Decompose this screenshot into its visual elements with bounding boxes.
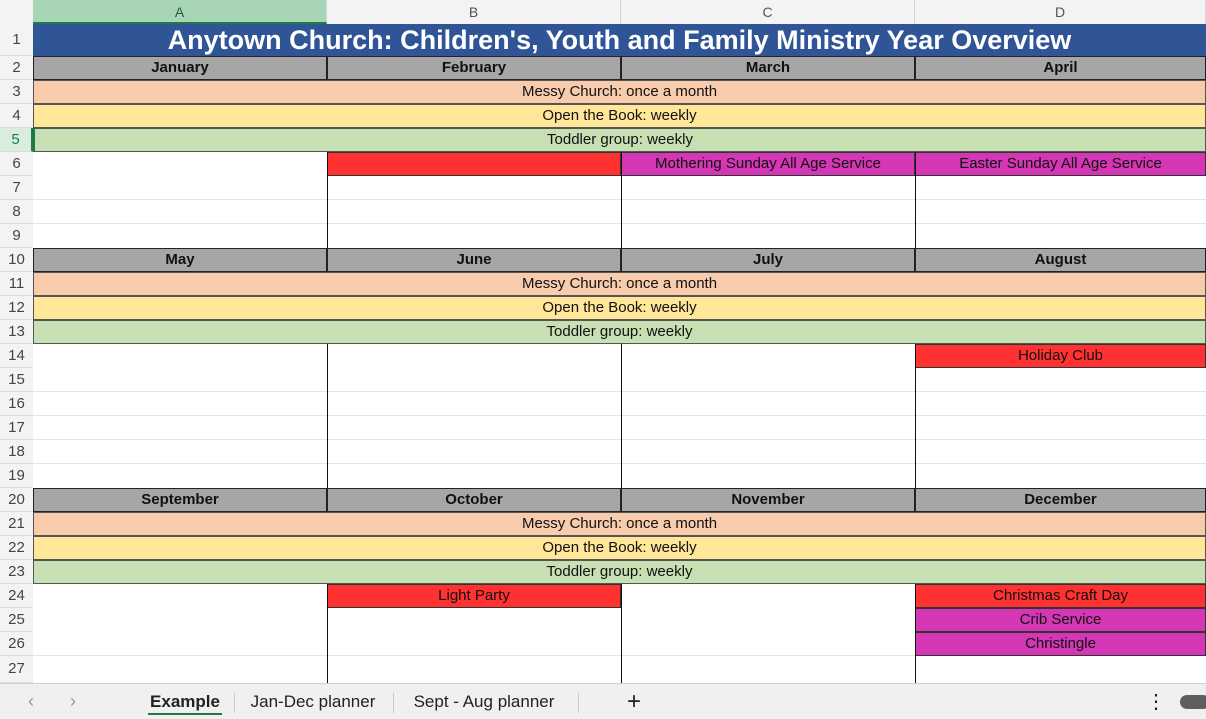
month-header[interactable]: April [915,56,1206,80]
row-header[interactable]: 22 [0,536,33,560]
row-header[interactable]: 14 [0,344,33,368]
month-header[interactable]: October [327,488,621,512]
column-divider [327,152,328,248]
row-header[interactable]: 4 [0,104,33,128]
row-header[interactable]: 19 [0,464,33,488]
month-header[interactable]: September [33,488,327,512]
column-divider [327,344,328,488]
gridline [33,223,1206,224]
spreadsheet-grid[interactable] [33,24,1206,683]
row-header[interactable]: 12 [0,296,33,320]
month-header[interactable]: December [915,488,1206,512]
sheet-tab-sept-aug-planner[interactable]: Sept - Aug planner [413,692,555,711]
messy-church-band[interactable]: Messy Church: once a month [33,512,1206,536]
month-header[interactable]: February [327,56,621,80]
row-header[interactable]: 3 [0,80,33,104]
column-divider [915,584,916,683]
messy-church-band[interactable]: Messy Church: once a month [33,272,1206,296]
row-header[interactable]: 27 [0,656,33,683]
row-header[interactable]: 20 [0,488,33,512]
month-header[interactable]: March [621,56,915,80]
row-header[interactable]: 9 [0,224,33,248]
event-mothering-sunday[interactable]: Mothering Sunday All Age Service [621,152,915,176]
row-header[interactable]: 25 [0,608,33,632]
column-header-d[interactable]: D [915,0,1206,24]
add-sheet-plus-icon[interactable]: + [626,688,641,715]
row-header[interactable]: 8 [0,200,33,224]
sheet-tab-jan-dec-planner[interactable]: Jan-Dec planner [250,692,376,711]
tab-separator [393,693,394,713]
open-the-book-band[interactable]: Open the Book: weekly [33,296,1206,320]
column-divider [327,584,328,683]
row-header[interactable]: 21 [0,512,33,536]
select-all-corner[interactable] [0,0,34,24]
row-header[interactable]: 10 [0,248,33,272]
sheet-tab-bar [0,683,1206,719]
column-divider [915,152,916,248]
row-header[interactable]: 7 [0,176,33,200]
row-header[interactable]: 18 [0,440,33,464]
tab-separator [578,693,579,713]
tab-separator [234,693,235,713]
row-header[interactable]: 11 [0,272,33,296]
column-divider [621,584,622,683]
gridline [33,415,1206,416]
column-divider [621,344,622,488]
event-holiday-club[interactable]: Holiday Club [915,344,1206,368]
column-divider [621,152,622,248]
more-options-icon[interactable]: ⋮ [1146,691,1166,713]
messy-church-band[interactable]: Messy Church: once a month [33,80,1206,104]
row-header[interactable]: 26 [0,632,33,656]
sheet-tab-example[interactable]: Example [140,688,230,716]
event-christmas-craft-day[interactable]: Christmas Craft Day [915,584,1206,608]
month-header[interactable]: November [621,488,915,512]
gridline [33,439,1206,440]
event-cell-empty-red[interactable] [327,152,621,176]
open-the-book-band[interactable]: Open the Book: weekly [33,104,1206,128]
open-the-book-band[interactable]: Open the Book: weekly [33,536,1206,560]
column-divider [915,344,916,488]
month-header[interactable]: June [327,248,621,272]
event-crib-service[interactable]: Crib Service [915,608,1206,632]
toddler-group-band-selected[interactable]: Toddler group: weekly [33,128,1206,152]
month-header[interactable]: August [915,248,1206,272]
month-header[interactable]: January [33,56,327,80]
row-header[interactable]: 13 [0,320,33,344]
row-header[interactable]: 17 [0,416,33,440]
event-christingle[interactable]: Christingle [915,632,1206,656]
column-header-c[interactable]: C [621,0,915,24]
row-header[interactable]: 15 [0,368,33,392]
row-header[interactable]: 1 [0,24,33,56]
toddler-group-band[interactable]: Toddler group: weekly [33,320,1206,344]
event-easter-sunday[interactable]: Easter Sunday All Age Service [915,152,1206,176]
chevron-left-icon[interactable]: ‹ [28,691,34,711]
horizontal-scrollbar-handle[interactable] [1180,695,1206,709]
event-light-party[interactable]: Light Party [327,584,621,608]
gridline [33,463,1206,464]
month-header[interactable]: May [33,248,327,272]
gridline [33,199,1206,200]
chevron-right-icon[interactable]: › [70,691,76,711]
row-header[interactable]: 24 [0,584,33,608]
row-header-selected[interactable]: 5 [0,128,33,152]
column-header-b[interactable]: B [327,0,621,24]
gridline [33,391,1206,392]
row-header[interactable]: 23 [0,560,33,584]
row-header[interactable]: 2 [0,56,33,80]
column-header-bar [0,0,1206,25]
sheet-title[interactable]: Anytown Church: Children's, Youth and Family Ministry Year Overview [33,24,1206,56]
toddler-group-band[interactable]: Toddler group: weekly [33,560,1206,584]
row-header[interactable]: 16 [0,392,33,416]
column-header-a[interactable]: A [33,0,327,24]
row-header[interactable]: 6 [0,152,33,176]
month-header[interactable]: July [621,248,915,272]
